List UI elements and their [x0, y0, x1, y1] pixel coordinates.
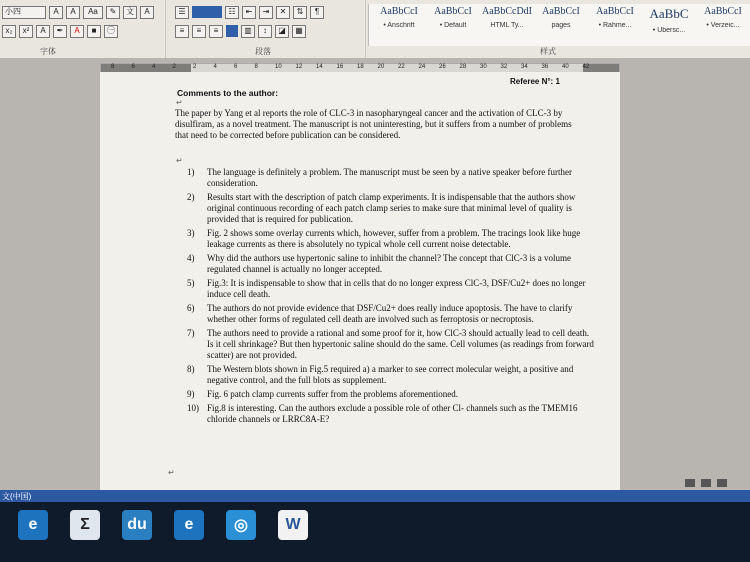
list-item [187, 328, 597, 361]
ruler-tick: 18 [357, 64, 364, 70]
list-item-text: The Western blots shown in Fig.5 required a) a marker to see correct molecular weight, a positive and negative control, and the full blots as supplement. [207, 364, 574, 385]
ruler-tick: 42 [582, 64, 590, 70]
style-name: • Default [439, 22, 467, 29]
paragraph-group-label: 段落 [255, 47, 271, 56]
show-marks-icon[interactable]: ¶ [310, 6, 324, 19]
style-name: HTML Ty... [490, 22, 524, 29]
taskbar-search-app-icon[interactable]: ◎ [226, 510, 256, 540]
language-indicator[interactable]: 文(中国) [2, 492, 32, 501]
style-sample: AaBbCcDdI [482, 6, 532, 17]
grow-font-icon[interactable]: A [49, 6, 63, 19]
list-item-text: The authors do not provide evidence that DSF/Cu2+ does really induce apoptosis. The have to clarify whether other forms of regulated cell death are involved such as ferroptosis or necroptosis. [207, 303, 573, 324]
list-item [187, 389, 597, 400]
list-item-text: Fig.3: It is indispensable to show that in cells that do no longer express ClC-3, DSF/Cu2+ does no longer induce cell death. [207, 278, 586, 299]
taskbar-word-app-icon[interactable]: W [278, 510, 308, 540]
text-effects-icon[interactable]: A [36, 25, 50, 38]
style-item[interactable] [373, 6, 425, 42]
line-spacing-icon[interactable]: ↕ [258, 25, 272, 38]
list-item-number: 7) [187, 328, 195, 338]
list-item-number: 9) [187, 389, 195, 399]
highlight-icon[interactable]: ✒ [53, 25, 67, 38]
clear-format-icon[interactable]: ✎ [106, 6, 120, 19]
view-buttons [685, 479, 727, 487]
taskbar [0, 502, 750, 562]
ruler-tick: 2 [172, 64, 176, 70]
taskbar-ie-browser-icon[interactable]: e [174, 510, 204, 540]
ruler-tick: 10 [275, 64, 282, 70]
ruler-tick: 40 [562, 64, 569, 70]
distribute-icon[interactable]: ▥ [241, 25, 255, 38]
ruler-tick: 24 [418, 64, 426, 70]
style-sample: AaBbCcI [380, 6, 418, 17]
ruler-tick: 6 [131, 64, 135, 70]
align-left-icon[interactable]: ≡ [175, 25, 189, 38]
ruler-tick: 4 [213, 64, 217, 70]
chinese-layout-icon[interactable]: ✕ [276, 6, 290, 19]
ruler-tick: 12 [295, 64, 303, 70]
subscript-icon[interactable]: x₂ [2, 25, 16, 38]
list-item-text: The authors need to provide a rational and some proof for it, how ClC-3 should actually lead to cell death. Is it cell shrinkage? But then hypertonic saline should do the same. Cell volumes (as readings from forward scatter) are not provided. [207, 328, 594, 360]
char-shading-icon[interactable]: ■ [87, 25, 101, 38]
numbering-icon[interactable] [192, 6, 222, 18]
list-item [187, 192, 597, 225]
taskbar-baidu-app-icon[interactable]: du [122, 510, 152, 540]
bullets-icon[interactable]: ☰ [175, 6, 189, 19]
status-bar [0, 490, 750, 502]
ruler-tick: 32 [500, 64, 508, 70]
list-item [187, 403, 597, 425]
list-item [187, 278, 597, 300]
ruler-tick: 20 [377, 64, 385, 70]
style-name: • Anschrift [383, 22, 415, 29]
ruler-tick: 26 [439, 64, 446, 70]
ruler-tick: 6 [234, 64, 238, 70]
enclose-char-icon[interactable]: ㊀ [104, 25, 118, 38]
styles-group-label: 样式 [540, 47, 556, 56]
multilevel-list-icon[interactable]: ☷ [225, 6, 239, 19]
paragraph-group [165, 0, 366, 58]
ruler-tick: 34 [521, 64, 528, 70]
ruler-tick: 2 [193, 64, 197, 70]
style-name: • Rahme... [598, 22, 632, 29]
print-layout-icon[interactable] [701, 479, 711, 487]
list-item-text: Fig. 6 patch clamp currents suffer from the problems aforementioned. [207, 389, 459, 399]
style-sample: AaBbCcI [596, 6, 634, 17]
list-item [187, 228, 597, 250]
font-group-label: 字体 [40, 47, 56, 56]
comments-heading: Comments to the author: [177, 88, 279, 98]
ruler-tick: 8 [254, 64, 258, 70]
list-item [187, 167, 597, 189]
list-item-number: 4) [187, 253, 195, 263]
styles-gallery [368, 4, 750, 46]
char-border-icon[interactable]: A [140, 6, 154, 19]
list-item-number: 2) [187, 192, 195, 202]
style-name: pages [551, 22, 571, 29]
paragraph-mark: ↵ [176, 156, 183, 165]
phonetic-icon[interactable]: 文 [123, 6, 137, 19]
taskbar-internet-explorer-icon[interactable]: e [18, 510, 48, 540]
ruler-tick: 28 [459, 64, 467, 70]
taskbar-sigma-app-icon[interactable]: Σ [70, 510, 100, 540]
list-item-number: 6) [187, 303, 195, 313]
font-size-select[interactable]: 小四 [2, 6, 46, 19]
style-name: • Verzeic... [706, 22, 740, 29]
style-item[interactable] [535, 6, 587, 42]
style-sample: AaBbCcI [542, 6, 580, 17]
style-item[interactable] [427, 6, 479, 42]
ruler-tick: 36 [541, 64, 549, 70]
style-item[interactable] [697, 6, 749, 42]
style-sample: AaBbC [649, 6, 689, 21]
ruler-tick: 16 [336, 64, 344, 70]
read-mode-icon[interactable] [685, 479, 695, 487]
style-name: • Übersc... [652, 27, 686, 34]
web-layout-icon[interactable] [717, 479, 727, 487]
ruler-tick: 30 [480, 64, 487, 70]
intro-paragraph: The paper by Yang et al reports the role of CLC-3 in nasopharyngeal cancer and the activation of CLC-3 by disulfiram, as a novel treatment. The manuscript is not uninteresting, but it suffers from a number of problems that need to be corrected before publication can be considered. [175, 108, 572, 140]
increase-indent-icon[interactable]: ⇥ [259, 6, 273, 19]
paragraph-mark: ↵ [176, 98, 183, 107]
list-item-number: 5) [187, 278, 195, 288]
style-sample: AaBbCcI [434, 6, 472, 17]
referee-number: Referee N°: 1 [510, 77, 560, 86]
list-item-text: Fig. 2 shows some overlay currents which, however, suffer from a problem. The tracings look like huge leakage currents as there is absolutely no typical whole cell current noise detectable. [207, 228, 581, 249]
list-item-number: 3) [187, 228, 195, 238]
align-center-icon[interactable]: ≡ [192, 25, 206, 38]
list-item-number: 8) [187, 364, 195, 374]
list-item [187, 303, 597, 325]
sort-icon[interactable]: ⇅ [293, 6, 307, 19]
align-right-icon[interactable]: ≡ [209, 25, 223, 38]
style-item[interactable] [589, 6, 641, 42]
list-item-text: Results start with the description of patch clamp experiments. It is indispensable that the authors show original continuous recording of each patch clamp series to make sure that minimal level of quality is provided that is required for publication. [207, 192, 576, 224]
list-item [187, 253, 597, 275]
superscript-icon[interactable]: x² [19, 25, 33, 38]
list-item-text: The language is definitely a problem. The manuscript must be seen by a native speaker before further consideration. [207, 167, 572, 188]
font-color-icon[interactable]: A [70, 25, 84, 38]
style-item[interactable] [643, 6, 695, 42]
borders-icon[interactable]: ▦ [292, 25, 306, 38]
shrink-font-icon[interactable]: A [66, 6, 80, 19]
ruler-tick: 4 [152, 64, 156, 70]
style-item[interactable] [481, 6, 533, 42]
paragraph-mark: ↵ [168, 468, 175, 477]
style-sample: AaBbCcI [704, 6, 742, 17]
list-item-number: 10) [187, 403, 199, 413]
justify-icon[interactable] [226, 25, 238, 37]
change-case-icon[interactable]: Aa [83, 6, 103, 19]
ruler-tick: 8 [111, 64, 115, 70]
ruler-tick: 14 [316, 64, 323, 70]
list-item-number: 1) [187, 167, 195, 177]
comment-list [187, 167, 597, 428]
decrease-indent-icon[interactable]: ⇤ [242, 6, 256, 19]
shading-icon[interactable]: ◪ [275, 25, 289, 38]
font-group [0, 0, 166, 58]
ruler-tick: 22 [398, 64, 405, 70]
list-item-text: Why did the authors use hypertonic saline to inhibit the channel? The concept that ClC-3 is a volume regulated channel is actually no longer accepted. [207, 253, 571, 274]
ribbon [0, 0, 750, 59]
list-item-text: Fig.8 is interesting. Can the authors exclude a possible role of other Cl- channels such as the TMEM16 chloride channels or LRRC8A-E? [207, 403, 578, 424]
list-item [187, 364, 597, 386]
